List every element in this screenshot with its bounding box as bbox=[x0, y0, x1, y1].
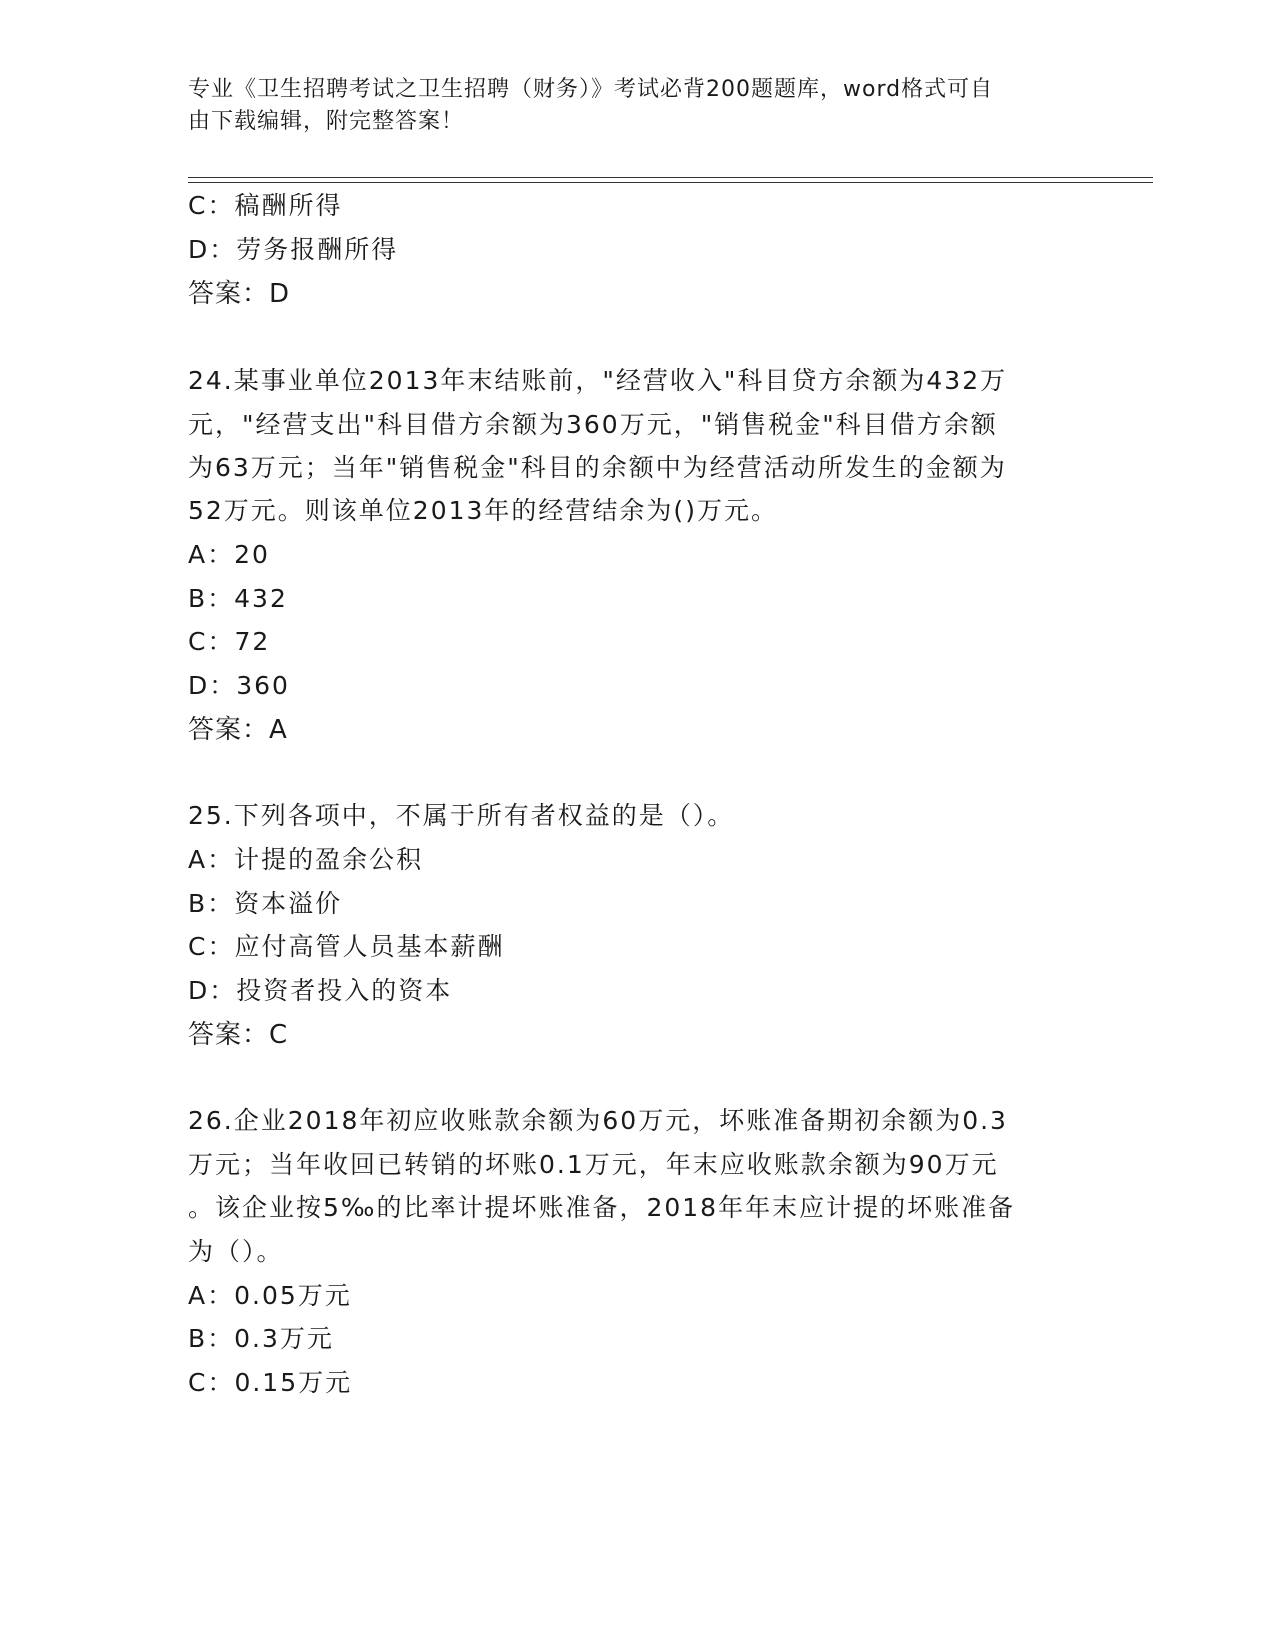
option-d: D：劳务报酬所得 bbox=[188, 235, 399, 264]
question-26-line-3: 。该企业按5‰的比率计提坏账准备，2018年年末应计提的坏账准备 bbox=[188, 1193, 1016, 1222]
question-24-line-2: 元，"经营支出"科目借方余额为360万元，"销售税金"科目借方余额 bbox=[188, 410, 998, 439]
question-24-line-3: 为63万元；当年"销售税金"科目的余额中为经营活动所发生的金额为 bbox=[188, 453, 1007, 482]
q24-option-d: D：360 bbox=[188, 671, 290, 700]
answer-24: 答案：A bbox=[188, 715, 288, 745]
answer-23: 答案：D bbox=[188, 279, 291, 309]
question-25: 25.下列各项中，不属于所有者权益的是（）。 bbox=[188, 801, 735, 830]
answer-25: 答案：C bbox=[188, 1020, 289, 1050]
question-24-line-4: 52万元。则该单位2013年的经营结余为()万元。 bbox=[188, 496, 778, 525]
q25-option-a: A：计提的盈余公积 bbox=[188, 845, 424, 874]
header-line-2: 由下载编辑，附完整答案！ bbox=[188, 109, 465, 134]
header-rule-bottom bbox=[188, 182, 1153, 183]
q24-option-c: C：72 bbox=[188, 627, 271, 656]
q24-option-a: A：20 bbox=[188, 540, 270, 569]
question-26-line-2: 万元；当年收回已转销的坏账0.1万元，年末应收账款余额为90万元 bbox=[188, 1150, 999, 1179]
q25-option-b: B：资本溢价 bbox=[188, 889, 343, 918]
q25-option-c: C：应付高管人员基本薪酬 bbox=[188, 932, 505, 961]
question-24-line-1: 24.某事业单位2013年末结账前，"经营收入"科目贷方余额为432万 bbox=[188, 366, 1008, 395]
question-26-line-4: 为（）。 bbox=[188, 1237, 284, 1266]
q25-option-d: D：投资者投入的资本 bbox=[188, 976, 453, 1005]
document-header bbox=[188, 74, 1068, 138]
q24-option-b: B：432 bbox=[188, 584, 288, 613]
header-line-1: 专业《卫生招聘考试之卫生招聘（财务）》考试必背200题题库，word格式可自 bbox=[188, 77, 994, 102]
q26-option-c: C：0.15万元 bbox=[188, 1368, 353, 1397]
option-c: C：稿酬所得 bbox=[188, 191, 343, 220]
header-rule-top bbox=[188, 177, 1153, 178]
question-26-line-1: 26.企业2018年初应收账款余额为60万元，坏账准备期初余额为0.3 bbox=[188, 1106, 1008, 1135]
q26-option-a: A：0.05万元 bbox=[188, 1281, 352, 1310]
q26-option-b: B：0.3万元 bbox=[188, 1324, 334, 1353]
